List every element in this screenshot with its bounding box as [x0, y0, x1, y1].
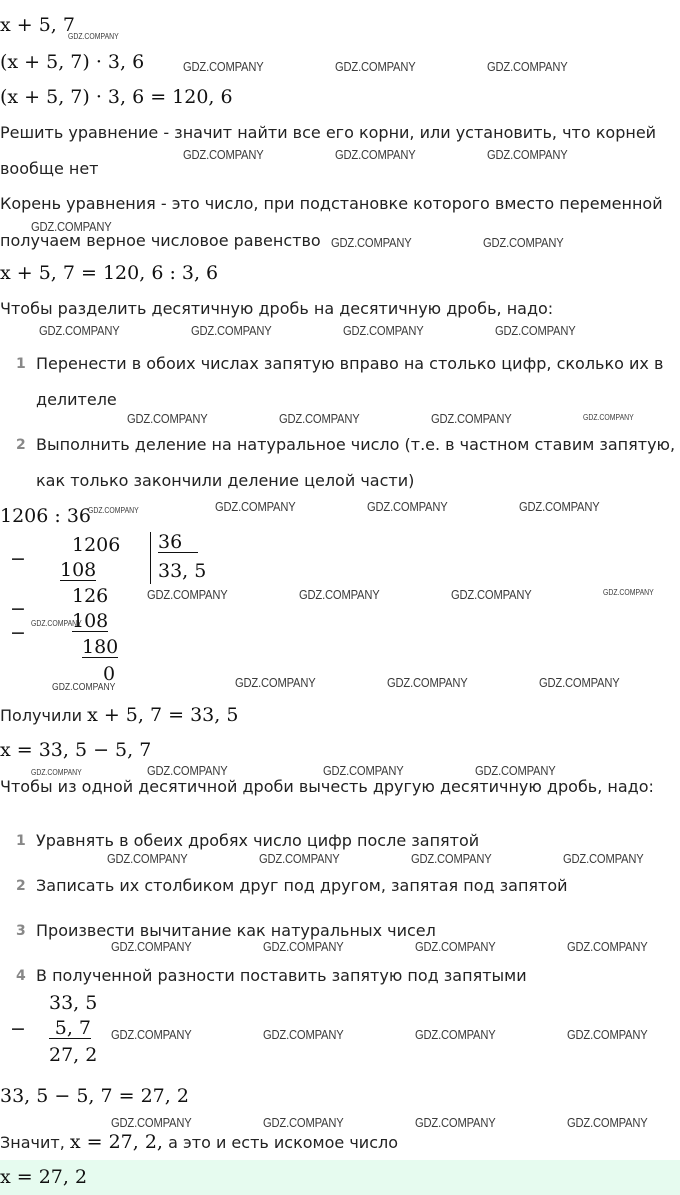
watermark: GDZ.COMPANY: [183, 147, 264, 162]
watermark: GDZ.COMPANY: [299, 587, 380, 602]
division-step-2-line1: Выполнить деление на натуральное число (т.е. в частном ставим запятую,: [36, 435, 676, 454]
watermark: GDZ.COMPANY: [263, 939, 344, 954]
dividend: 1206: [72, 534, 121, 556]
watermark: GDZ.COMPANY: [279, 411, 360, 426]
division-step-1-line2: делителе: [36, 390, 117, 409]
watermark: GDZ.COMPANY: [411, 851, 492, 866]
result-prefix: Получили: [0, 706, 82, 725]
watermark: GDZ.COMPANY: [451, 587, 532, 602]
step-number: 2: [16, 437, 26, 453]
watermark: GDZ.COMPANY: [31, 219, 112, 234]
minus-sign: −: [10, 1018, 26, 1040]
watermark: GDZ.COMPANY: [563, 851, 644, 866]
expression-6: x = 33, 5 − 5, 7: [0, 739, 152, 761]
watermark: GDZ.COMPANY: [495, 323, 576, 338]
watermark: GDZ.COMPANY: [475, 763, 556, 778]
watermark: GDZ.COMPANY: [31, 768, 82, 777]
watermark: GDZ.COMPANY: [487, 147, 568, 162]
watermark: GDZ.COMPANY: [39, 323, 120, 338]
remainder-3: 0: [103, 663, 116, 685]
watermark: GDZ.COMPANY: [147, 587, 228, 602]
watermark: GDZ.COMPANY: [583, 413, 634, 422]
minus-sign: −: [10, 622, 26, 644]
step-number: 2: [16, 878, 26, 894]
watermark: GDZ.COMPANY: [191, 323, 272, 338]
watermark: GDZ.COMPANY: [343, 323, 424, 338]
minuend: 33, 5: [49, 992, 98, 1014]
quotient: 33, 5: [158, 560, 207, 582]
watermark: GDZ.COMPANY: [415, 1027, 496, 1042]
watermark: GDZ.COMPANY: [127, 411, 208, 426]
watermark: GDZ.COMPANY: [387, 675, 468, 690]
watermark: GDZ.COMPANY: [68, 32, 119, 41]
watermark: GDZ.COMPANY: [259, 851, 340, 866]
watermark: GDZ.COMPANY: [52, 682, 116, 693]
watermark: GDZ.COMPANY: [431, 411, 512, 426]
result-expression: x + 5, 7 = 33, 5: [87, 704, 239, 726]
subtraction-step-1: Уравнять в обеих дробях число цифр после запятой: [36, 831, 480, 850]
subtraction-step-2: Записать их столбиком друг под другом, запятая под запятой: [36, 876, 568, 895]
watermark: GDZ.COMPANY: [519, 499, 600, 514]
watermark: GDZ.COMPANY: [483, 235, 564, 250]
definition-solve-line1: Решить уравнение - значит найти все его корни, или установить, что корней: [0, 123, 657, 142]
division-rule-title: Чтобы разделить десятичную дробь на десятичную дробь, надо:: [0, 299, 554, 318]
definition-root-line2: получаем верное числовое равенство: [0, 231, 321, 250]
divisor: 36: [158, 532, 198, 553]
watermark: GDZ.COMPANY: [567, 1027, 648, 1042]
watermark: GDZ.COMPANY: [335, 59, 416, 74]
watermark: GDZ.COMPANY: [111, 1027, 192, 1042]
subtraction-rule-title: Чтобы из одной десятичной дроби вычесть другую десятичную дробь, надо:: [0, 777, 654, 796]
remainder-2: 180: [82, 636, 119, 658]
expression-2: (x + 5, 7) · 3, 6: [0, 51, 145, 73]
watermark: GDZ.COMPANY: [183, 59, 264, 74]
conclusion-prefix: Значит,: [0, 1133, 65, 1152]
watermark: GDZ.COMPANY: [567, 1115, 648, 1130]
division-bracket: [150, 532, 151, 584]
subtraction-step-4: В полученной разности поставить запятую под запятыми: [36, 966, 527, 985]
expression-1: x + 5, 7: [0, 14, 75, 36]
minus-sign: −: [10, 548, 26, 570]
definition-solve-line2: вообще нет: [0, 159, 99, 178]
answer: x = 27, 2: [0, 1166, 88, 1188]
watermark: GDZ.COMPANY: [415, 939, 496, 954]
definition-root-line1: Корень уравнения - это число, при подстановке которого вместо переменной: [0, 194, 663, 213]
watermark: GDZ.COMPANY: [88, 506, 139, 515]
watermark: GDZ.COMPANY: [335, 147, 416, 162]
subtrahend-1: 108: [60, 559, 97, 581]
watermark: GDZ.COMPANY: [263, 1027, 344, 1042]
division-step-2-line2: как только закончили деление целой части): [36, 471, 415, 490]
watermark: GDZ.COMPANY: [323, 763, 404, 778]
watermark: GDZ.COMPANY: [415, 1115, 496, 1130]
conclusion-line: [0, 1131, 398, 1153]
step-number: 1: [16, 356, 26, 372]
result-line: [0, 704, 238, 726]
division-step-1-line1: Перенести в обоих числах запятую вправо на столько цифр, сколько их в: [36, 354, 664, 373]
watermark: GDZ.COMPANY: [539, 675, 620, 690]
watermark: GDZ.COMPANY: [107, 851, 188, 866]
expression-5: 1206 : 36: [0, 505, 92, 527]
subtraction-step-3: Произвести вычитание как натуральных чисел: [36, 921, 436, 940]
watermark: GDZ.COMPANY: [331, 235, 412, 250]
watermark: GDZ.COMPANY: [603, 588, 654, 597]
watermark: GDZ.COMPANY: [367, 499, 448, 514]
expression-4: x + 5, 7 = 120, 6 : 3, 6: [0, 262, 219, 284]
subtrahend-2: 108: [72, 610, 109, 632]
watermark: GDZ.COMPANY: [567, 939, 648, 954]
step-number: 1: [16, 833, 26, 849]
watermark: GDZ.COMPANY: [263, 1115, 344, 1130]
minus-sign: −: [10, 598, 26, 620]
watermark: GDZ.COMPANY: [487, 59, 568, 74]
step-number: 4: [16, 968, 26, 984]
watermark: GDZ.COMPANY: [111, 1115, 192, 1130]
watermark: GDZ.COMPANY: [215, 499, 296, 514]
expression-3: (x + 5, 7) · 3, 6 = 120, 6: [0, 86, 233, 108]
step-number: 3: [16, 923, 26, 939]
watermark: GDZ.COMPANY: [235, 675, 316, 690]
answer-box: [0, 1160, 680, 1195]
expression-7: 33, 5 − 5, 7 = 27, 2: [0, 1085, 189, 1107]
conclusion-suffix: а это и есть искомое число: [168, 1133, 399, 1152]
watermark: GDZ.COMPANY: [111, 939, 192, 954]
watermark: GDZ.COMPANY: [147, 763, 228, 778]
watermark: GDZ.COMPANY: [31, 619, 82, 628]
remainder-1: 126: [72, 585, 109, 607]
subtrahend: 5, 7: [49, 1018, 91, 1039]
difference: 27, 2: [49, 1044, 98, 1066]
conclusion-expression: x = 27, 2,: [69, 1131, 163, 1153]
